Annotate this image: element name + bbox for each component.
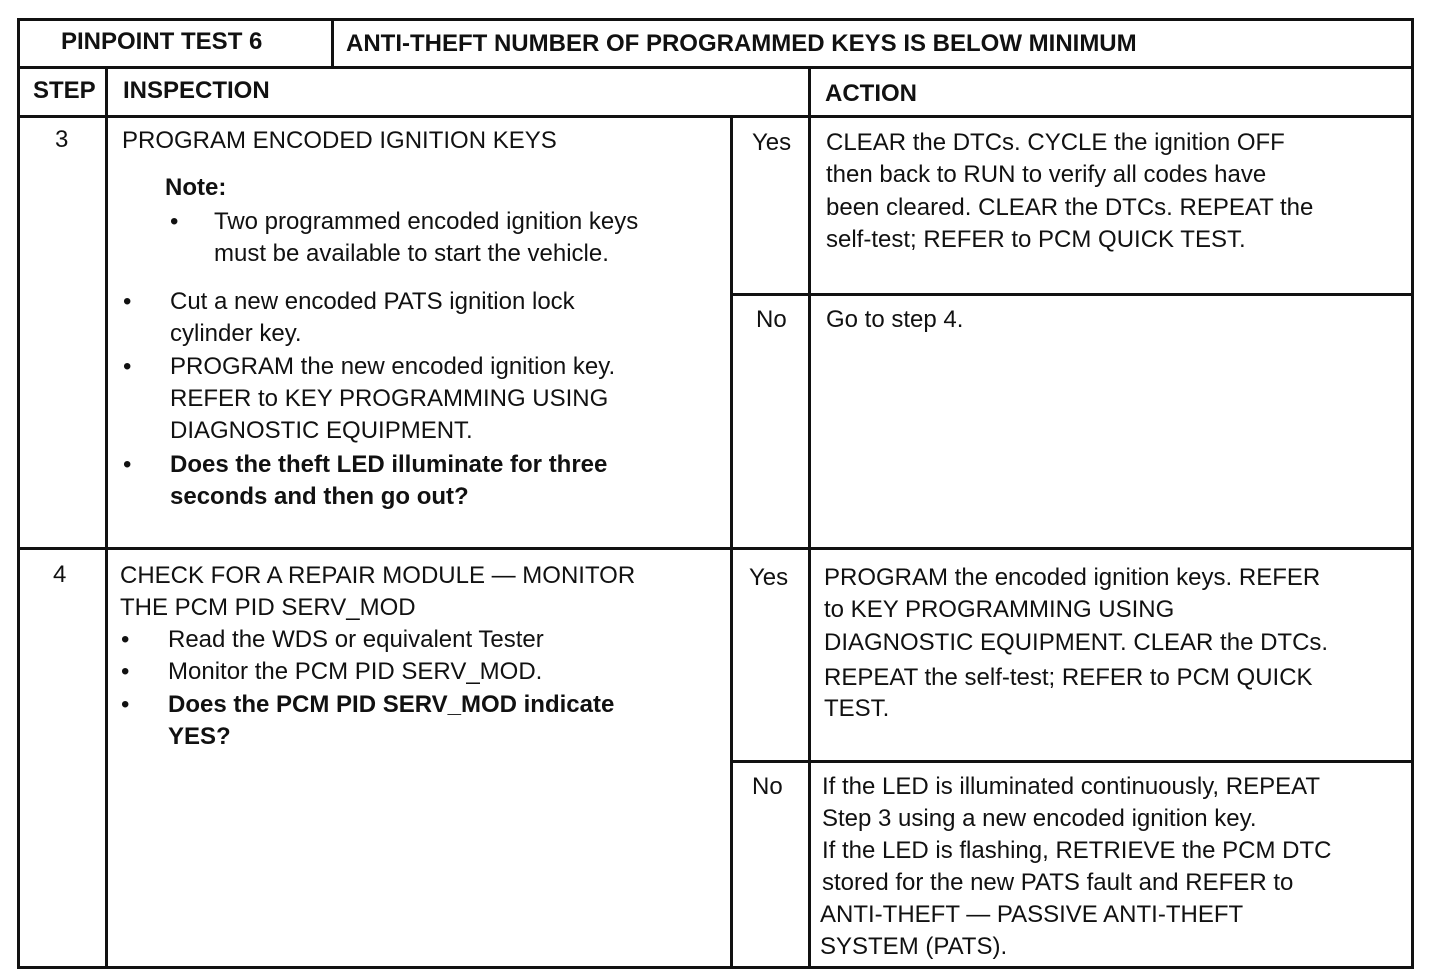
no-action-line: If the LED is illuminated continuously, REPEAT bbox=[822, 773, 1320, 800]
bullet-line: PROGRAM the new encoded ignition key. bbox=[170, 353, 616, 380]
yes-action-line: been cleared. CLEAR the DTCs. REPEAT the bbox=[826, 194, 1314, 221]
bullet: • bbox=[121, 658, 130, 685]
step-number: 3 bbox=[55, 126, 69, 153]
question-line: Does the PCM PID SERV_MOD indicate bbox=[168, 691, 615, 718]
step-title-line: THE PCM PID SERV_MOD bbox=[120, 594, 416, 621]
bullet-line: Cut a new encoded PATS ignition lock bbox=[170, 288, 575, 315]
rule-action-col bbox=[808, 66, 811, 968]
no-action-line: Go to step 4. bbox=[826, 306, 964, 333]
test-title: ANTI-THEFT NUMBER OF PROGRAMMED KEYS IS BELOW MINIMUM bbox=[346, 30, 1137, 57]
note-line: must be available to start the vehicle. bbox=[214, 240, 609, 267]
yes-label: Yes bbox=[752, 129, 792, 156]
bullet: • bbox=[123, 451, 132, 478]
rule-colhead bbox=[17, 115, 1414, 118]
test-label: PINPOINT TEST 6 bbox=[61, 28, 263, 55]
note-line: Two programmed encoded ignition keys bbox=[214, 208, 639, 235]
yes-action-line: PROGRAM the encoded ignition keys. REFER bbox=[824, 564, 1321, 591]
step-title: PROGRAM ENCODED IGNITION KEYS bbox=[122, 127, 557, 154]
no-label: No bbox=[756, 306, 787, 333]
bullet-line: DIAGNOSTIC EQUIPMENT. bbox=[170, 417, 473, 444]
yes-action-line: self-test; REFER to PCM QUICK TEST. bbox=[826, 226, 1246, 253]
question-line: YES? bbox=[168, 723, 231, 750]
bullet-line: Monitor the PCM PID SERV_MOD. bbox=[168, 658, 543, 685]
rule-header bbox=[17, 66, 1414, 69]
rule-bottom bbox=[17, 966, 1414, 969]
rule-step4-yesno bbox=[732, 760, 1414, 763]
yes-action-line: then back to RUN to verify all codes have bbox=[826, 161, 1267, 188]
yes-action-line: CLEAR the DTCs. CYCLE the ignition OFF bbox=[826, 129, 1285, 156]
no-action-line: Step 3 using a new encoded ignition key. bbox=[822, 805, 1257, 832]
rule-step3-bottom bbox=[17, 547, 1414, 550]
step-number: 4 bbox=[53, 561, 67, 588]
yes-action-line: REPEAT the self-test; REFER to PCM QUICK bbox=[824, 664, 1313, 691]
yes-action-line: DIAGNOSTIC EQUIPMENT. CLEAR the DTCs. bbox=[824, 629, 1329, 656]
no-action-line: If the LED is flashing, RETRIEVE the PCM DTC bbox=[822, 837, 1332, 864]
rule-title-divider bbox=[331, 18, 334, 68]
rule-yesno-col bbox=[730, 115, 733, 968]
note-label: Note: bbox=[165, 174, 227, 201]
bullet: • bbox=[121, 626, 130, 653]
rule-step-col bbox=[105, 66, 108, 968]
no-action-line: stored for the new PATS fault and REFER to bbox=[822, 869, 1294, 896]
bullet-line: Read the WDS or equivalent Tester bbox=[168, 626, 544, 653]
yes-action-line: to KEY PROGRAMMING USING bbox=[824, 596, 1175, 623]
col-inspection: INSPECTION bbox=[123, 77, 270, 104]
col-step: STEP bbox=[33, 77, 96, 104]
rule-right bbox=[1411, 18, 1414, 969]
step-title-line: CHECK FOR A REPAIR MODULE — MONITOR bbox=[120, 562, 636, 589]
no-action-line: ANTI-THEFT — PASSIVE ANTI-THEFT bbox=[820, 901, 1244, 928]
question-line: seconds and then go out? bbox=[170, 483, 469, 510]
yes-label: Yes bbox=[749, 564, 789, 591]
no-label: No bbox=[752, 773, 783, 800]
question-line: Does the theft LED illuminate for three bbox=[170, 451, 608, 478]
note-bullet: • bbox=[170, 208, 179, 235]
rule-left bbox=[17, 18, 20, 969]
bullet: • bbox=[121, 691, 130, 718]
rule-top bbox=[17, 18, 1414, 21]
col-action: ACTION bbox=[825, 80, 917, 107]
bullet-line: REFER to KEY PROGRAMMING USING bbox=[170, 385, 609, 412]
bullet: • bbox=[123, 288, 132, 315]
rule-step3-yesno bbox=[732, 293, 1414, 296]
bullet-line: cylinder key. bbox=[170, 320, 302, 347]
no-action-line: SYSTEM (PATS). bbox=[820, 933, 1008, 960]
yes-action-line: TEST. bbox=[824, 695, 890, 722]
bullet: • bbox=[123, 353, 132, 380]
